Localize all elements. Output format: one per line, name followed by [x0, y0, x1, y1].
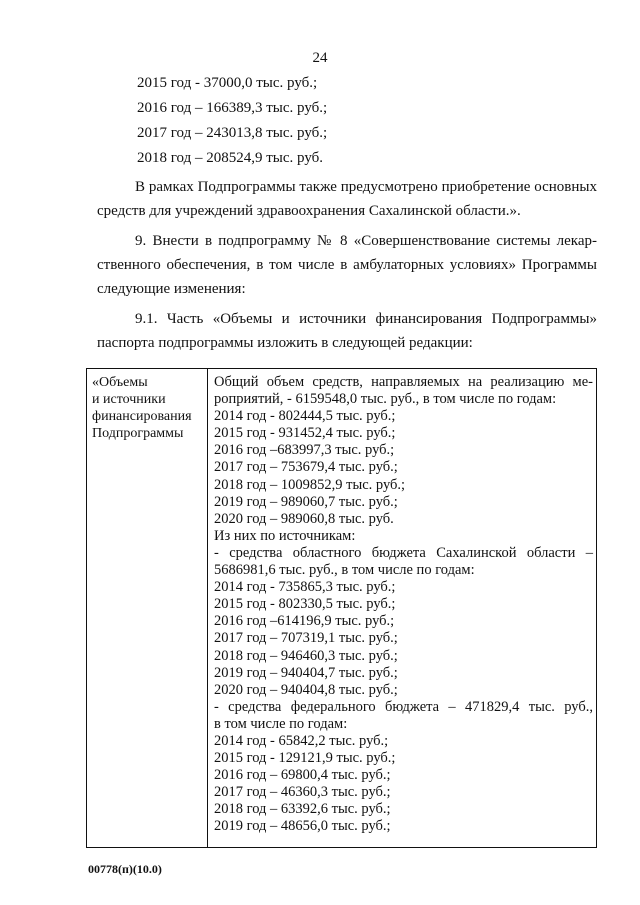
label-line: Подпрограммы	[92, 426, 184, 441]
year-line: 2016 год – 166389,3 тыс. руб.;	[137, 100, 328, 116]
paragraph-item-9-1	[97, 307, 597, 355]
column-divider	[207, 369, 208, 847]
table-label-cell	[92, 374, 204, 442]
value-line: 2015 год - 931452,4 тыс. руб.;	[214, 425, 396, 442]
text-line: В рамках Подпрограммы также предусмотрено приобретение основных	[135, 179, 597, 195]
text-line: паспорта подпрограммы изложить в следующей редакции:	[97, 335, 473, 351]
page-number: 24	[312, 50, 328, 66]
paragraph-item-9	[97, 229, 597, 301]
value-line: 2020 год – 989060,8 тыс. руб.	[214, 510, 394, 527]
value-line: 2017 год – 753679,4 тыс. руб.;	[214, 459, 398, 476]
value-line: Общий объем средств, направляемых на реализацию ме-	[214, 374, 593, 390]
value-line: 2020 год – 940404,8 тыс. руб.;	[214, 681, 398, 698]
text-line: 9.1. Часть «Объемы и источники финансирования Подпрограммы»	[135, 311, 597, 327]
passport-table	[86, 368, 597, 848]
paragraph-subprogram-note	[97, 175, 597, 223]
value-line: 2018 год – 946460,3 тыс. руб.;	[214, 647, 398, 664]
label-line: финансирования	[92, 409, 192, 424]
value-line: в том числе по годам:	[214, 715, 348, 732]
value-line: 2016 год –614196,9 тыс. руб.;	[214, 613, 395, 630]
value-line: - средства федерального бюджета – 471829,4 тыс. руб.,	[214, 698, 593, 715]
value-line: 2014 год - 802444,5 тыс. руб.;	[214, 408, 396, 425]
value-line: роприятий, - 6159548,0 тыс. руб., в том числе по годам:	[214, 391, 557, 408]
value-line: 2016 год –683997,3 тыс. руб.;	[214, 442, 395, 459]
value-line: 2018 год – 63392,6 тыс. руб.;	[214, 801, 391, 818]
text-line: ственного обеспечения, в том числе в амбулаторных условиях» Программы	[97, 257, 597, 273]
document-code: 00778(п)(10.0)	[88, 862, 162, 876]
year-line: 2017 год – 243013,8 тыс. руб.;	[137, 125, 328, 141]
value-line: - средства областного бюджета Сахалинской области –	[214, 544, 593, 561]
table-value-cell	[214, 374, 593, 836]
value-line: Из них по источникам:	[214, 527, 356, 544]
value-line: 2017 год – 46360,3 тыс. руб.;	[214, 784, 391, 801]
text-line: следующие изменения:	[97, 281, 246, 297]
value-line: 2019 год – 48656,0 тыс. руб.;	[214, 818, 391, 835]
value-line: 2017 год – 707319,1 тыс. руб.;	[214, 630, 398, 647]
text-line: средств для учреждений здравоохранения Сахалинской области.».	[97, 203, 521, 219]
value-line: 2019 год – 940404,7 тыс. руб.;	[214, 664, 398, 681]
year-line: 2015 год - 37000,0 тыс. руб.;	[137, 75, 318, 91]
value-line: 2018 год – 1009852,9 тыс. руб.;	[214, 476, 406, 493]
label-line: «Объемы	[92, 375, 148, 390]
value-line: 5686981,6 тыс. руб., в том числе по годам:	[214, 562, 475, 579]
value-line: 2014 год - 65842,2 тыс. руб.;	[214, 732, 389, 749]
year-line: 2018 год – 208524,9 тыс. руб.	[137, 150, 324, 166]
label-line: и источники	[92, 392, 166, 407]
text-line: 9. Внести в подпрограмму № 8 «Совершенствование системы лекар-	[135, 233, 597, 249]
value-line: 2014 год - 735865,3 тыс. руб.;	[214, 579, 396, 596]
value-line: 2015 год - 129121,9 тыс. руб.;	[214, 750, 396, 767]
value-line: 2015 год - 802330,5 тыс. руб.;	[214, 596, 396, 613]
value-line: 2016 год – 69800,4 тыс. руб.;	[214, 767, 391, 784]
value-line: 2019 год – 989060,7 тыс. руб.;	[214, 493, 398, 510]
